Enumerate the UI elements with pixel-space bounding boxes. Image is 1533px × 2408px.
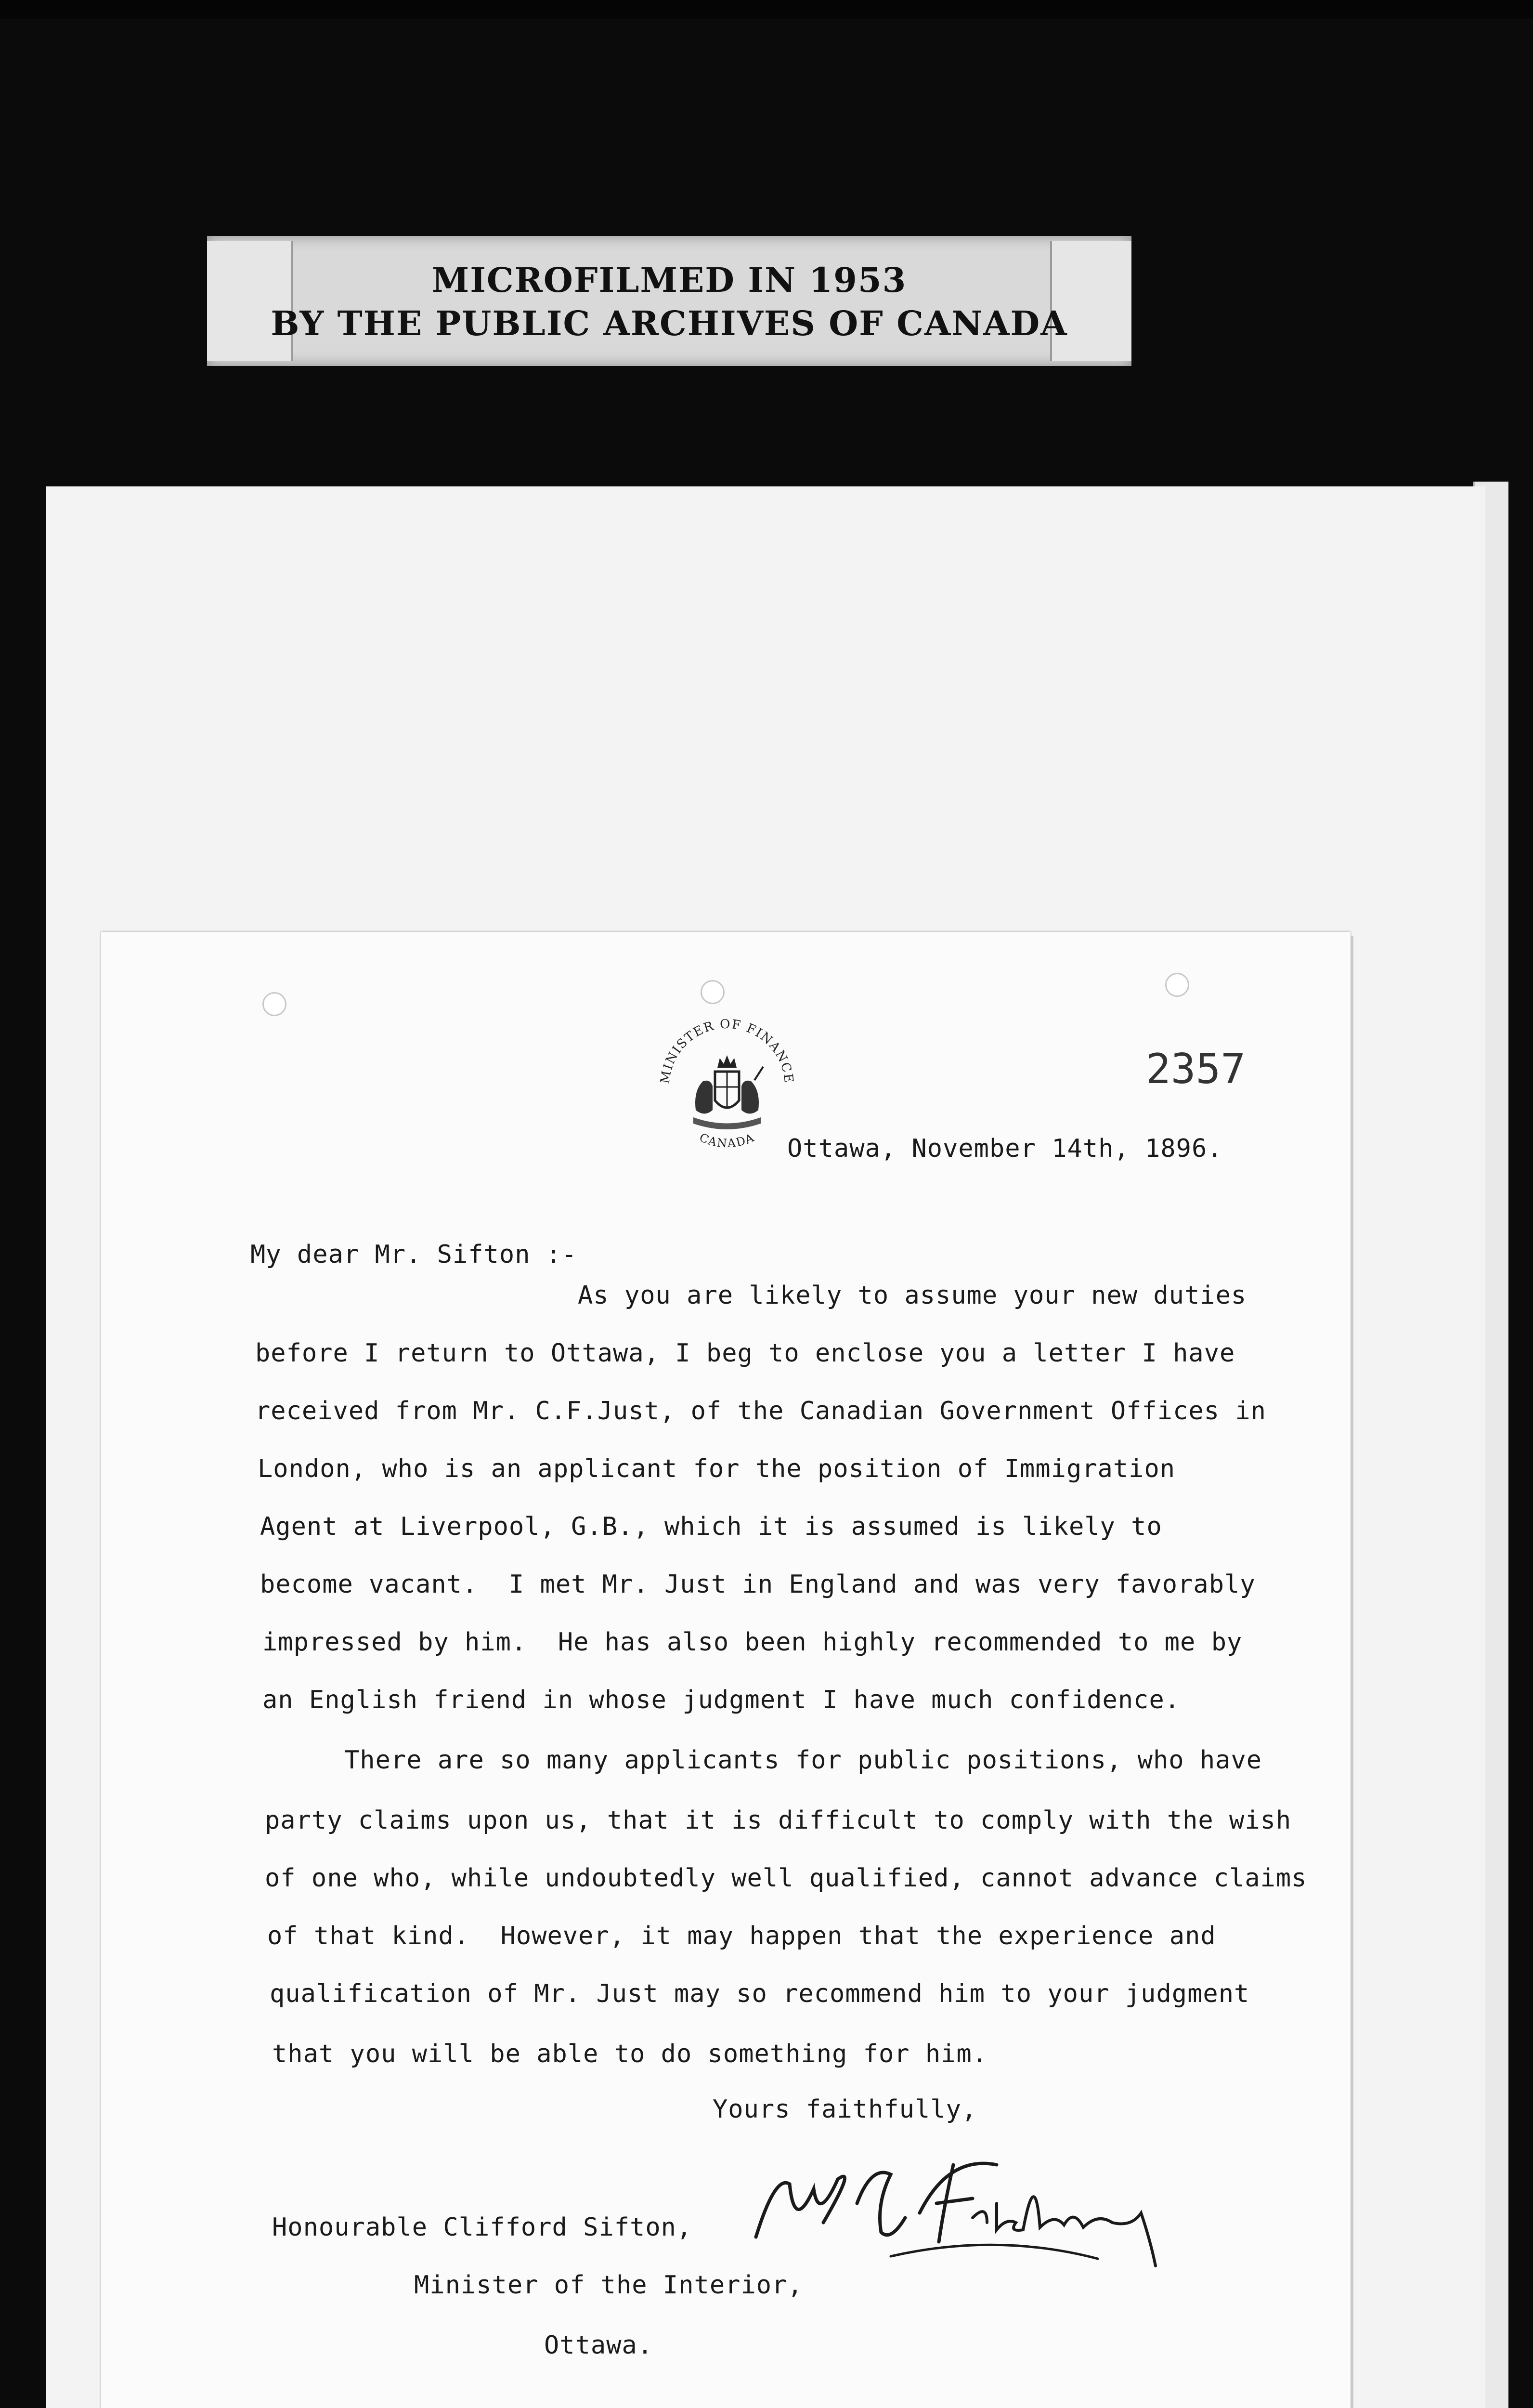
body-line-4: London, who is an applicant for the position of Immigration [258, 1454, 1176, 1483]
handwritten-signature [746, 2146, 1281, 2290]
body-line-6: become vacant. I met Mr. Just in England and was very favorably [260, 1570, 1256, 1599]
date-line: Ottawa, November 14th, 1896. [787, 1134, 1223, 1163]
body-line-5: Agent at Liverpool, G.B., which it is assumed is likely to [260, 1512, 1162, 1541]
addressee-name: Honourable Clifford Sifton, [272, 2213, 692, 2242]
body-line-9: There are so many applicants for public positions, who have [344, 1746, 1262, 1775]
body-line-10: party claims upon us, that it is difficult to comply with the wish [265, 1806, 1292, 1835]
body-line-7: impressed by him. He has also been highly recommended to me by [262, 1628, 1243, 1657]
body-line-13: qualification of Mr. Just may so recommend him to your judgment [270, 1979, 1250, 2008]
svg-text:CANADA [697, 1131, 756, 1151]
letter-page [101, 932, 1351, 2408]
punch-hole-center [701, 980, 725, 1004]
body-line-14: that you will be able to do something for him. [272, 2040, 988, 2068]
body-line-2: before I return to Ottawa, I beg to enclose you a letter I have [255, 1339, 1235, 1368]
salutation: My dear Mr. Sifton :- [250, 1240, 577, 1269]
body-line-11: of one who, while undoubtedly well qualified, cannot advance claims [265, 1864, 1307, 1893]
finance-crest-emblem [648, 1014, 806, 1158]
punch-hole-left [262, 992, 286, 1016]
crest-text-top: MINISTER OF FINANCE [658, 1017, 796, 1085]
microfilm-label-line-2: BY THE PUBLIC ARCHIVES OF CANADA [271, 303, 1068, 343]
punch-hole-right [1165, 973, 1189, 997]
body-line-1: As you are likely to assume your new duties [578, 1281, 1247, 1310]
document-number: 2357 [1146, 1045, 1246, 1093]
microfilm-label-line-1: MICROFILMED IN 1953 [431, 260, 907, 300]
addressee-title: Minister of the Interior, [414, 2271, 803, 2300]
closing: Yours faithfully, [713, 2095, 977, 2124]
film-edge-top [0, 0, 1533, 19]
crest-text-bottom: CANADA [697, 1130, 757, 1151]
body-line-12: of that kind. However, it may happen that the experience and [267, 1922, 1216, 1950]
body-line-3: received from Mr. C.F.Just, of the Canadian Government Offices in [255, 1397, 1266, 1426]
addressee-city: Ottawa. [544, 2331, 653, 2360]
body-line-8: an English friend in whose judgment I have much confidence. [262, 1686, 1181, 1714]
microfilm-label [207, 236, 1131, 366]
